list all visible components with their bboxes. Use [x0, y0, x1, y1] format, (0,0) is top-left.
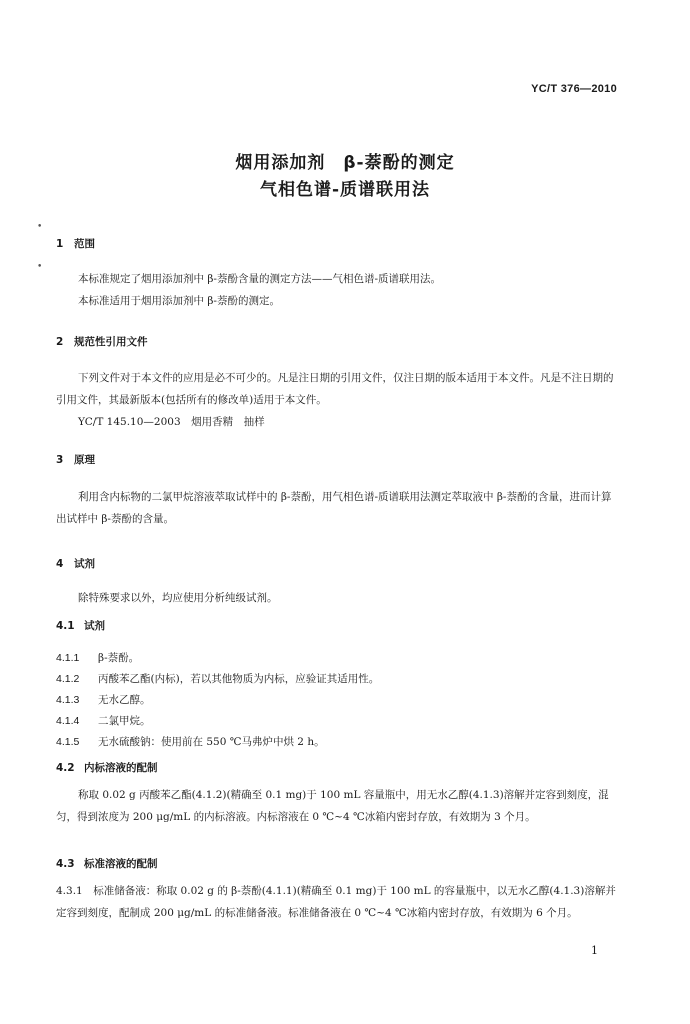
section-2-reference: YC/T 145.10—2003 烟用香精 抽样: [78, 416, 265, 428]
list-item: [56, 734, 325, 749]
document-title-line-1: 烟用添加剂 β-萘酚的测定: [235, 153, 455, 173]
margin-mark: •: [37, 222, 43, 232]
section-title: 范围: [74, 238, 95, 250]
section-3-heading: [56, 452, 95, 467]
item-number: 4.1.4: [56, 715, 80, 727]
item-number: 4.1.2: [56, 673, 80, 685]
section-title: 规范性引用文件: [74, 336, 148, 348]
section-number: 3: [56, 454, 64, 466]
item-number: 4.1.1: [56, 652, 80, 664]
section-title: 试剂: [74, 558, 95, 570]
item-text: 无水硫酸钠：使用前在 550 ℃马弗炉中烘 2 h。: [98, 736, 325, 748]
list-item: [56, 713, 151, 728]
section-1-paragraph-2: 本标准适用于烟用添加剂中 β-萘酚的测定。: [78, 295, 280, 307]
item-number: 4.1.3: [56, 694, 80, 706]
section-title: 原理: [74, 454, 95, 466]
section-title: 标准溶液的配制: [84, 858, 158, 870]
section-4-2-paragraph: 称取 0.02 g 丙酸苯乙酯(4.1.2)(精确至 0.1 mg)于 100 mL 容量瓶中，用无水乙醇(4.1.3)溶解并定容到刻度，混匀，得到浓度为 200 μg/mL 的内标溶液。内标溶液在 0 ℃~4 ℃冰箱内密封存放，有效期为 3 个月。: [56, 789, 609, 823]
section-1-paragraph-1: 本标准规定了烟用添加剂中 β-萘酚含量的测定方法——气相色谱-质谱联用法。: [78, 273, 442, 285]
margin-mark: •: [37, 262, 43, 272]
list-item: [56, 650, 139, 665]
list-item: [56, 671, 379, 686]
item-text: β-萘酚。: [98, 652, 140, 664]
section-4-1-heading: [56, 618, 105, 633]
section-4-2-heading: [56, 760, 158, 775]
section-3-paragraph-1: 利用含内标物的二氯甲烷溶液萃取试样中的 β-萘酚，用气相色谱-质谱联用法测定萃取液中 β-萘酚的含量，进而计算出试样中 β-萘酚的含量。: [56, 491, 612, 525]
section-number: 1: [56, 238, 64, 250]
section-number: 4.2: [56, 762, 75, 774]
section-number: 2: [56, 336, 64, 348]
page-number: 1: [591, 944, 598, 957]
item-text: 无水乙醇。: [98, 694, 151, 706]
section-number: 4.1: [56, 620, 75, 632]
section-2-heading: [56, 334, 148, 349]
document-title-line-2: 气相色谱-质谱联用法: [259, 180, 431, 200]
section-4-paragraph-1: 除特殊要求以外，均应使用分析纯级试剂。: [78, 592, 278, 604]
section-2-paragraph-1: 下列文件对于本文件的应用是必不可少的。凡是注日期的引用文件，仅注日期的版本适用于本文件。凡是不注日期的引用文件，其最新版本(包括所有的修改单)适用于本文件。: [56, 372, 614, 406]
list-item: [56, 692, 151, 707]
section-1-heading: [56, 236, 95, 251]
item-text: 丙酸苯乙酯(内标)，若以其他物质为内标，应验证其适用性。: [98, 673, 380, 685]
section-4-3-1-paragraph: 4.3.1 标准储备液：称取 0.02 g 的 β-萘酚(4.1.1)(精确至 0.1 mg)于 100 mL 的容量瓶中，以无水乙醇(4.1.3)溶解并定容到刻度，配制成 200 μg/mL 的标准储备液。标准储备液在 0 ℃~4 ℃冰箱内密封存放，有效期为 6 个月。: [56, 885, 616, 919]
standard-code: YC/T 376—2010: [531, 83, 617, 95]
item-number: 4.1.5: [56, 736, 80, 748]
section-4-heading: [56, 556, 95, 571]
section-title: 内标溶液的配制: [84, 762, 158, 774]
item-text: 二氯甲烷。: [98, 715, 151, 727]
section-number: 4: [56, 558, 64, 570]
section-title: 试剂: [84, 620, 105, 632]
section-4-3-heading: [56, 856, 158, 871]
section-number: 4.3: [56, 858, 75, 870]
